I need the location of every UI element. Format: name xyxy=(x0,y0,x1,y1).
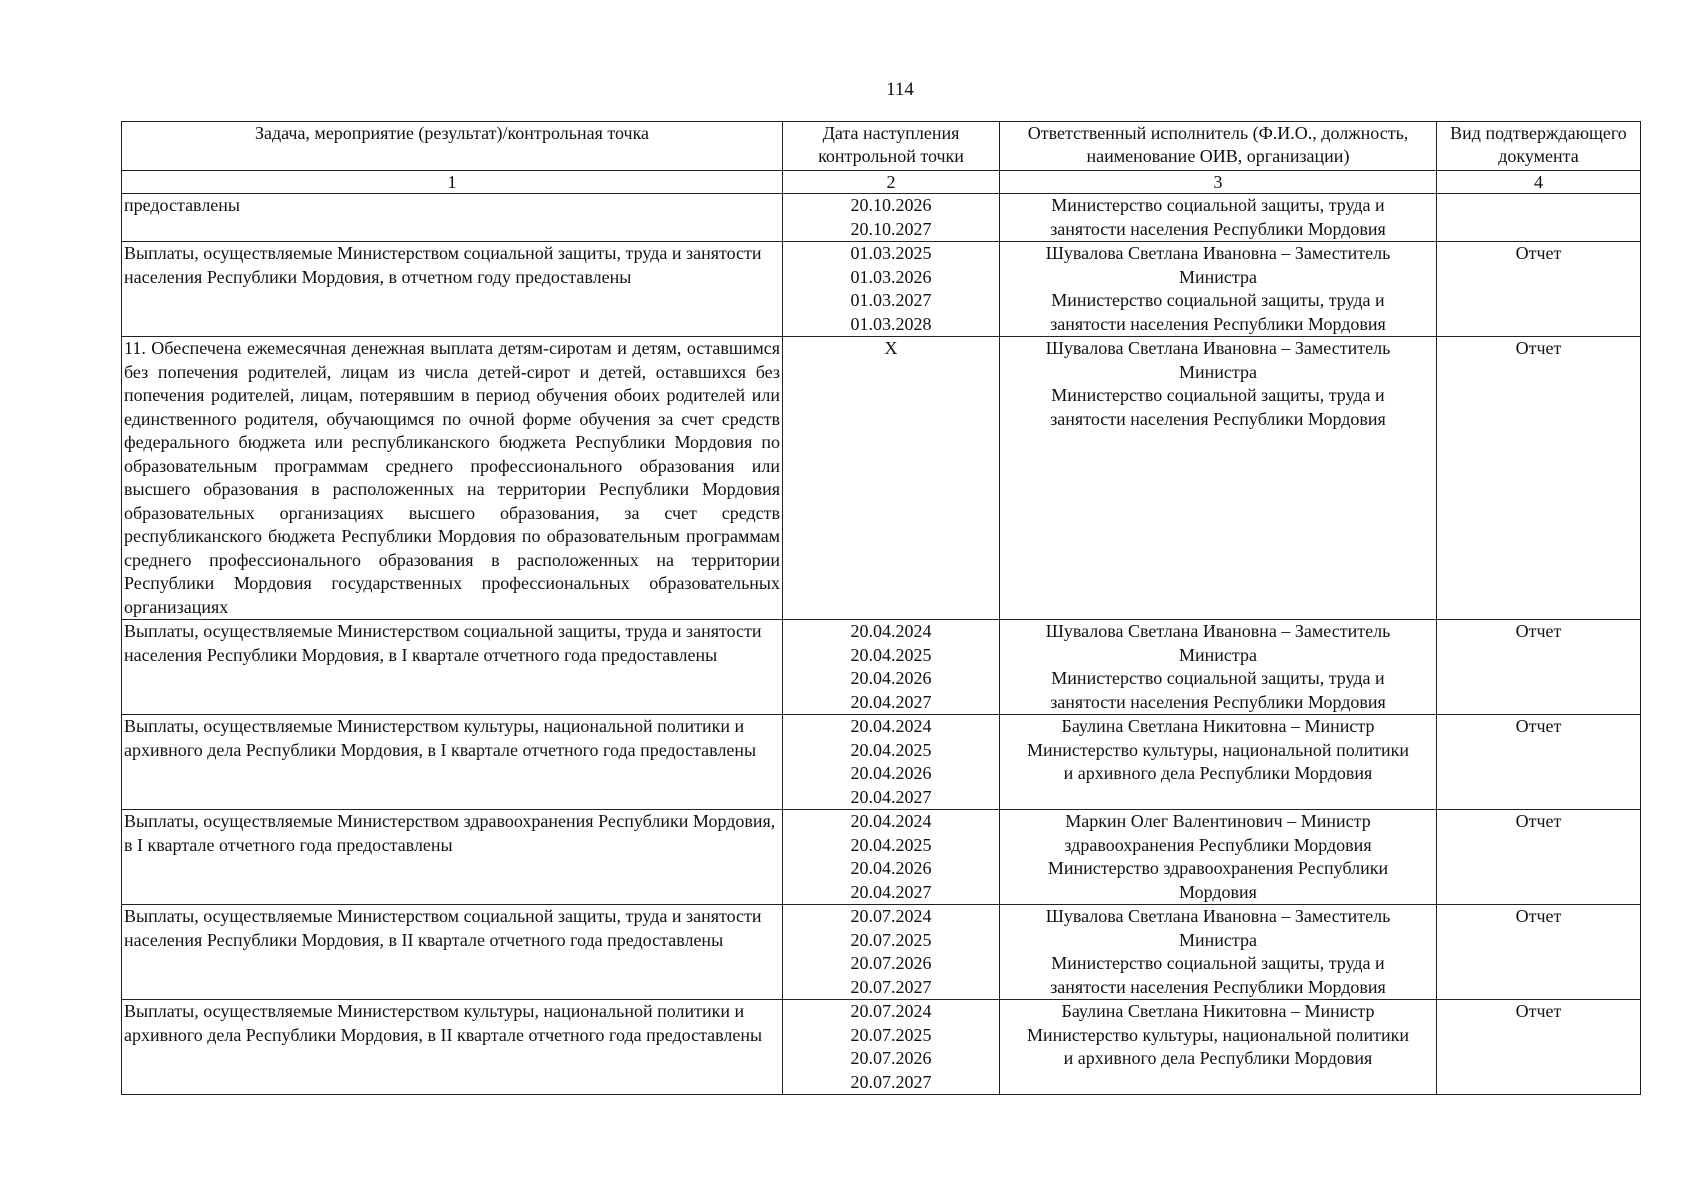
dates-cell xyxy=(783,242,1000,337)
responsible-line: Министерство социальной защиты, труда и xyxy=(1051,668,1385,688)
task-cell: Выплаты, осуществляемые Министерством культуры, национальной политики и архивного дела Республики Мордовия, в I квартале отчетного года предоставлены xyxy=(122,715,783,810)
responsible-line: Министерство культуры, национальной политики xyxy=(1027,1024,1409,1045)
responsible-cell xyxy=(1000,905,1437,1000)
date-value: 20.10.2027 xyxy=(850,218,932,239)
date-value: 20.04.2027 xyxy=(850,786,932,807)
date-value: 01.03.2026 xyxy=(850,266,932,287)
responsible-line: Министра xyxy=(1179,361,1257,382)
date-value: 20.04.2025 xyxy=(850,739,932,760)
header-task: Задача, мероприятие (результат)/контрольная точка xyxy=(122,122,783,171)
dates-cell xyxy=(783,810,1000,905)
responsible-line: Министерство культуры, национальной политики xyxy=(1027,739,1409,760)
date-value: 20.07.2025 xyxy=(850,929,932,950)
table-row xyxy=(122,810,1641,905)
date-value: 20.04.2027 xyxy=(850,881,932,902)
responsible-line: Министра xyxy=(1179,644,1257,665)
document-type-cell: Отчет xyxy=(1437,337,1641,620)
date-value: X xyxy=(884,338,898,358)
table-row xyxy=(122,337,1641,620)
responsible-line: Баулина Светлана Никитовна – Министр xyxy=(1061,1001,1375,1021)
responsible-cell xyxy=(1000,715,1437,810)
responsible-line: здравоохранения Республики Мордовия xyxy=(1064,834,1372,855)
date-value: 20.07.2027 xyxy=(850,976,932,997)
responsible-cell xyxy=(1000,337,1437,620)
responsible-line: занятости населения Республики Мордовия xyxy=(1050,218,1386,239)
responsible-line: занятости населения Республики Мордовия xyxy=(1050,976,1386,997)
task-cell: Выплаты, осуществляемые Министерством социальной защиты, труда и занятости населения Республики Мордовия, в I квартале отчетного года предоставлены xyxy=(122,620,783,715)
responsible-line: Шувалова Светлана Ивановна – Заместитель xyxy=(1045,243,1391,263)
responsible-line: Министра xyxy=(1179,266,1257,287)
responsible-line: занятости населения Республики Мордовия xyxy=(1050,691,1386,712)
task-cell: Выплаты, осуществляемые Министерством культуры, национальной политики и архивного дела Республики Мордовия, в II квартале отчетного года предоставлены xyxy=(122,1000,783,1095)
responsible-line: Министерство социальной защиты, труда и xyxy=(1051,385,1385,405)
document-type-cell: Отчет xyxy=(1437,1000,1641,1095)
task-cell: Выплаты, осуществляемые Министерством социальной защиты, труда и занятости населения Республики Мордовия, в отчетном году предоставлены xyxy=(122,242,783,337)
control-points-table xyxy=(121,121,1641,1095)
responsible-line: Шувалова Светлана Ивановна – Заместитель xyxy=(1045,338,1391,358)
responsible-line: Министерство здравоохранения Республики xyxy=(1047,858,1389,878)
date-value: 20.07.2026 xyxy=(850,1048,932,1068)
date-value: 01.03.2025 xyxy=(850,243,932,263)
responsible-line: занятости населения Республики Мордовия xyxy=(1050,408,1386,429)
date-value: 20.07.2024 xyxy=(850,1001,932,1021)
responsible-line: Министерство социальной защиты, труда и xyxy=(1051,290,1385,310)
task-cell: предоставлены xyxy=(122,194,783,242)
task-cell: 11. Обеспечена ежемесячная денежная выплата детям-сиротам и детям, оставшимся без попечения родителей, лицам из числа детей-сирот и детей, оставшихся без попечения родителей, лицам, потерявшим в период обучения обоих родителей или единственного родителя, обучающимся по очной форме обучения за счет средств федерального бюджета или республиканского бюджета Республики Мордовия по образовательным программам среднего профессионального образования или высшего образования в расположенных на территории Республики Мордовия образовательных организациях высшего образования, за счет средств республиканского бюджета Республики Мордовия по образовательным программам среднего профессионального образования в расположенных на территории Республики Мордовия государственных профессиональных образовательных организациях xyxy=(122,337,783,620)
column-number: 3 xyxy=(1000,171,1437,194)
date-value: 20.07.2026 xyxy=(850,953,932,973)
responsible-line: Министерство социальной защиты, труда и xyxy=(1051,195,1385,215)
date-value: 20.04.2024 xyxy=(850,811,932,831)
date-value: 20.07.2027 xyxy=(850,1071,932,1092)
date-value: 20.04.2024 xyxy=(850,621,932,641)
date-value: 20.04.2025 xyxy=(850,644,932,665)
responsible-line: занятости населения Республики Мордовия xyxy=(1050,313,1386,334)
dates-cell xyxy=(783,620,1000,715)
responsible-line: Министра xyxy=(1179,929,1257,950)
header-date: Дата наступления контрольной точки xyxy=(783,122,1000,171)
responsible-cell xyxy=(1000,1000,1437,1095)
responsible-line: Шувалова Светлана Ивановна – Заместитель xyxy=(1045,906,1391,926)
document-type-cell: Отчет xyxy=(1437,810,1641,905)
responsible-cell xyxy=(1000,810,1437,905)
responsible-cell xyxy=(1000,620,1437,715)
table-row xyxy=(122,620,1641,715)
date-value: 20.04.2024 xyxy=(850,716,932,736)
document-type-cell: Отчет xyxy=(1437,905,1641,1000)
column-number: 4 xyxy=(1437,171,1641,194)
column-number: 2 xyxy=(783,171,1000,194)
table-row xyxy=(122,242,1641,337)
document-type-cell: Отчет xyxy=(1437,242,1641,337)
header-responsible: Ответственный исполнитель (Ф.И.О., должность, наименование ОИВ, организации) xyxy=(1000,122,1437,171)
dates-cell xyxy=(783,1000,1000,1095)
dates-cell xyxy=(783,715,1000,810)
responsible-line: Шувалова Светлана Ивановна – Заместитель xyxy=(1045,621,1391,641)
document-type-cell: Отчет xyxy=(1437,715,1641,810)
table-row xyxy=(122,905,1641,1000)
date-value: 20.04.2026 xyxy=(850,668,932,688)
date-value: 01.03.2028 xyxy=(850,313,932,334)
header-document-type: Вид подтверждающего документа xyxy=(1437,122,1641,171)
date-value: 20.10.2026 xyxy=(850,195,932,215)
dates-cell xyxy=(783,905,1000,1000)
date-value: 01.03.2027 xyxy=(850,290,932,310)
responsible-line: Баулина Светлана Никитовна – Министр xyxy=(1061,716,1375,736)
table-row xyxy=(122,715,1641,810)
date-value: 20.04.2027 xyxy=(850,691,932,712)
column-number: 1 xyxy=(122,171,783,194)
date-value: 20.04.2026 xyxy=(850,763,932,783)
task-cell: Выплаты, осуществляемые Министерством социальной защиты, труда и занятости населения Республики Мордовия, в II квартале отчетного года предоставлены xyxy=(122,905,783,1000)
table-row xyxy=(122,194,1641,242)
responsible-cell xyxy=(1000,242,1437,337)
dates-cell xyxy=(783,194,1000,242)
dates-cell xyxy=(783,337,1000,620)
table-header-row xyxy=(122,122,1641,171)
date-value: 20.07.2024 xyxy=(850,906,932,926)
table-row xyxy=(122,1000,1641,1095)
date-value: 20.04.2026 xyxy=(850,858,932,878)
document-type-cell: Отчет xyxy=(1437,620,1641,715)
responsible-line: и архивного дела Республики Мордовия xyxy=(1063,1048,1373,1068)
responsible-line: Министерство социальной защиты, труда и xyxy=(1051,953,1385,973)
table-column-numbers-row xyxy=(122,171,1641,194)
page-number: 114 xyxy=(886,79,914,100)
responsible-line: и архивного дела Республики Мордовия xyxy=(1063,763,1373,783)
responsible-cell xyxy=(1000,194,1437,242)
task-cell: Выплаты, осуществляемые Министерством здравоохранения Республики Мордовия, в I квартале отчетного года предоставлены xyxy=(122,810,783,905)
responsible-line: Маркин Олег Валентинович – Министр xyxy=(1065,811,1371,831)
responsible-line: Мордовия xyxy=(1179,881,1257,902)
date-value: 20.07.2025 xyxy=(850,1024,932,1045)
document-type-cell xyxy=(1437,194,1641,242)
date-value: 20.04.2025 xyxy=(850,834,932,855)
